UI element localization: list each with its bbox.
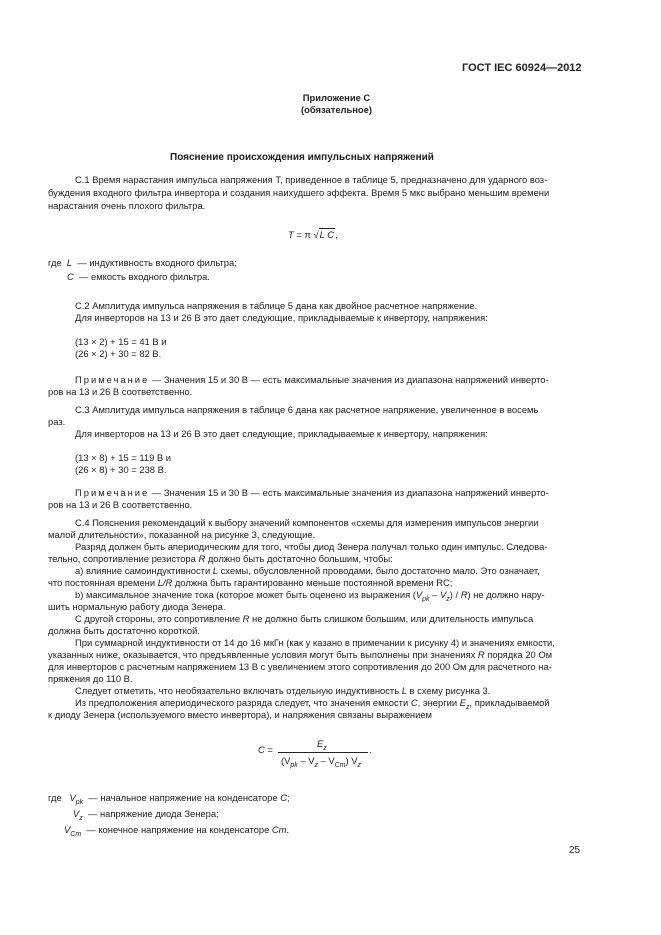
formula-numerator: $E_z$ bbox=[317, 738, 327, 752]
c4-line11: При суммарной индуктивности от 14 до 16 мкГн (как у казано в примечании к рисунку 4) и значениях емкости, bbox=[75, 637, 555, 648]
c1-line3: нарастания очень плохого фильтра. bbox=[48, 200, 206, 211]
section-title: Пояснение происхождения импульсных напряжений bbox=[170, 152, 434, 163]
where1-C: C — емкость входного фильтра. bbox=[67, 271, 210, 282]
c2-line1: С.2 Амплитуда импульса напряжения в таблице 5 дана как двойное расчетное напряжение. bbox=[75, 300, 478, 311]
where1-L: где L — индуктивность входного фильтра; bbox=[48, 257, 237, 268]
c4-line15: Следует отметить, что необязательно включать отдельную индуктивность L в схему рисунка 3. bbox=[75, 685, 491, 696]
c4-item-a: а) влияние самоиндуктивности L схемы, обусловленной проводами, было достаточно мало. Это означает, bbox=[75, 565, 540, 576]
c4-line17: к диоду Зенера (используемого вместо инвертора), и напряжения связаны выражением bbox=[48, 709, 433, 720]
c3-line1: С.3 Амплитуда импульса напряжения в таблице 6 дана как расчетное напряжение, увеличенное в восемь bbox=[75, 404, 539, 415]
c3-line2: раз. bbox=[48, 416, 66, 427]
c3-line3: Для инверторов на 13 и 26 В это дает следующие, прикладываемые к инвертору, напряжения: bbox=[75, 428, 488, 439]
where2-Vpk: где $V_{pk}$ — начальное напряжение на конденсаторе C; bbox=[48, 792, 290, 806]
c4-line16: Из предположения апериодического разряда следует, что значения емкости C, энергии $E_z$, прикладываемой bbox=[75, 697, 550, 711]
formula-T: T bbox=[288, 229, 294, 240]
c4-line14: пряжения до 110 В. bbox=[48, 673, 133, 684]
c4-line2: малой длительности», показанной на рисунке 3, следующие. bbox=[48, 529, 316, 540]
c4-item-b: b) максимальное значение тока (которое может быть оценено из выражения $(V_{pk} - V_z) / R$) не должно нару- bbox=[75, 589, 545, 603]
c4-line1: С.4 Пояснения рекомендаций к выбору значений компонентов «схемы для измерения импульсов энергии bbox=[75, 517, 539, 528]
c4-line3: Разряд должен быть апериодическим для того, чтобы диод Зенера получал только один импульс. Следова- bbox=[75, 541, 548, 552]
c4-line12: указанных ниже, оказывается, что предъявленные условия могут быть выполнены при значениях R порядка 20 Ом bbox=[48, 649, 553, 660]
c2-line2: Для инверторов на 13 и 26 В это дает следующие, прикладываемые к инвертору, напряжения: bbox=[75, 312, 488, 323]
where2-Vz: $V_z$ — напряжение диода Зенера; bbox=[73, 808, 219, 822]
where2-VCm: $V_{Cm}$ — конечное напряжение на конденсаторе Cm. bbox=[64, 824, 290, 838]
c4-line8: шить нормальную работу диода Зенера. bbox=[48, 601, 226, 612]
standard-number: ГОСТ IEC 60924—2012 bbox=[462, 62, 582, 74]
page-number: 25 bbox=[569, 845, 581, 856]
c4-line9: С другой стороны, это сопротивление R не должно быть слишком большим, или длительность импульса bbox=[75, 613, 534, 624]
c4-line6: что постоянная времени L/R должна быть гарантированно меньше постоянной времени RC; bbox=[48, 577, 453, 588]
note1-line2: ров на 13 и 26 В соответственно. bbox=[48, 386, 193, 397]
appendix-title: Приложение С bbox=[302, 92, 371, 103]
appendix-status: (обязательное) bbox=[301, 104, 372, 115]
c4-line10: должна быть достаточно короткой. bbox=[48, 625, 200, 636]
c1-line1: С.1 Время нарастания импульса напряжения Т, приведенное в таблице 5, предназначено для ударного воз- bbox=[75, 174, 548, 185]
note1-line1: Примечание — Значения 15 и 30 В — есть максимальные значения из диапазона напряжений инверто- bbox=[75, 374, 549, 385]
formula-tail: . bbox=[369, 744, 372, 755]
formula-denominator: $(V_{pk} - V_z - V_{Cm})$ $V_z$ bbox=[281, 755, 362, 769]
c3-calc2: (26 × 8) + 30 = 238 В. bbox=[75, 464, 167, 475]
fraction-bar bbox=[278, 752, 368, 753]
c1-line2: буждения входного фильтра инвертора и создания наихудшего эффекта. Время 5 мкс выбрано меньшим времени bbox=[48, 187, 550, 198]
note2-line2: ров на 13 и 26 В соответственно. bbox=[48, 499, 193, 510]
c4-line13: для инверторов с расчетным напряжением 13 В с увеличением этого сопротивления до 200 Ом для расчетного на- bbox=[48, 661, 552, 672]
formula-radicand: L C bbox=[319, 229, 335, 240]
formula-capacitance-lhs: C = bbox=[258, 744, 273, 755]
c3-calc1: (13 × 8) + 15 = 119 В и bbox=[75, 452, 172, 463]
c4-line4: тельно, сопротивление резистора R должно быть достаточно большим, чтобы: bbox=[48, 553, 393, 564]
c2-calc2: (26 × 2) + 30 = 82 В. bbox=[75, 348, 162, 359]
note2-line1: Примечание — Значения 15 и 30 В — есть максимальные значения из диапазона напряжений инверто- bbox=[75, 487, 549, 498]
c2-calc1: (13 × 2) + 15 = 41 В и bbox=[75, 336, 167, 347]
formula-rise-time: T = π √L C, bbox=[288, 229, 338, 240]
